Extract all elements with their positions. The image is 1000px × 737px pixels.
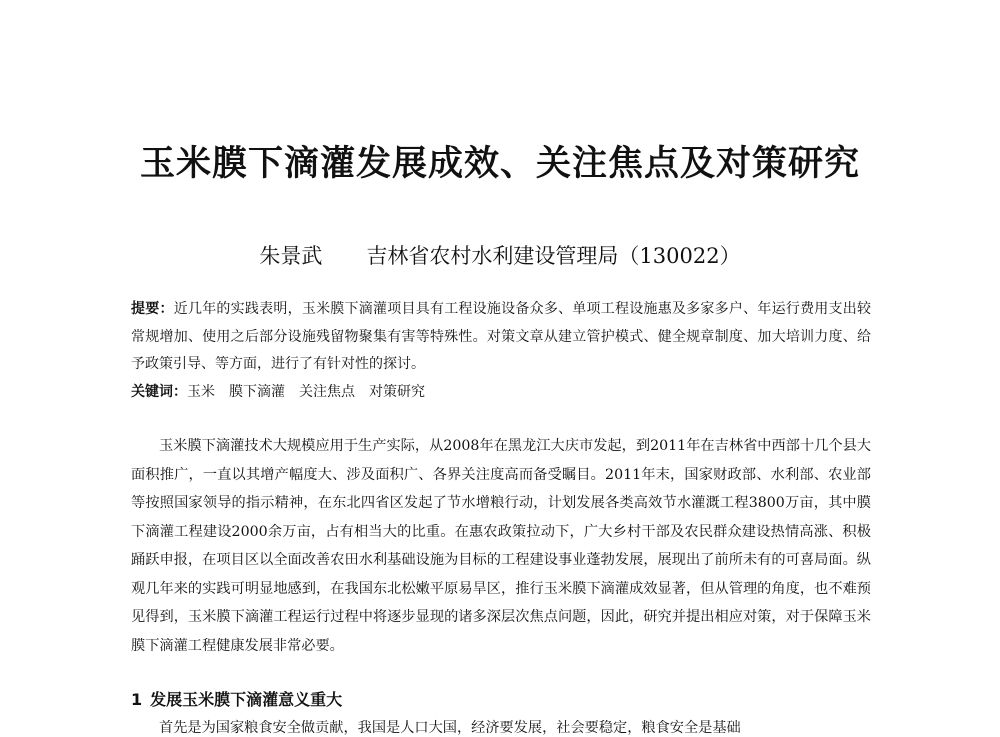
abstract-text: 近几年的实践表明，玉米膜下滴灌项目具有工程设施设备众多、单项工程设施惠及多家多户、年运行费用支出较常规增加、使用之后部分设施残留物聚集有害等特殊性。对策文章从建立管护模式、健全规章制度、加大培训力度、给予政策引导、等方面，进行了有针对性的探讨。 (131, 301, 872, 372)
author-affiliation: 吉林省农村水利建设管理局（130022） (366, 244, 741, 268)
section-heading (131, 687, 342, 710)
keyword: 关注焦点 (299, 384, 355, 400)
keywords (131, 379, 871, 407)
intro-paragraph: 玉米膜下滴灌技术大规模应用于生产实际，从2008年在黑龙江大庆市发起，到2011年在吉林省中西部十几个县大面积推广，一直以其增产幅度大、涉及面积广、各界关注度高而备受瞩目。2011年末，国家财政部、水利部、农业部等按照国家领导的指示精神，在东北四省区发起了节水增粮行动，计划发展各类高效节水灌溉工程3800万亩，其中膜下滴灌工程建设2000余万亩，占有相当大的比重。在惠农政策拉动下，广大乡村干部及农民群众建设热情高涨、积极踊跃申报，在项目区以全面改善农田水利基础设施为目标的工程建设事业蓬勃发展，展现出了前所未有的可喜局面。纵观几年来的实践可明显地感到，在我国东北松嫩平原易旱区，推行玉米膜下滴灌成效显著，但从管理的角度，也不难预见得到，玉米膜下滴灌工程运行过程中将逐步显现的诸多深层次焦点问题，因此，研究并提出相应对策，对于保障玉米膜下滴灌工程健康发展非常必要。 (131, 438, 871, 654)
keyword: 对策研究 (369, 384, 425, 400)
abstract-label: 提要： (131, 301, 174, 317)
author-name: 朱景武 (259, 244, 323, 268)
keyword: 膜下滴灌 (229, 384, 285, 400)
section-number: 1 (131, 690, 143, 709)
section-title: 发展玉米膜下滴灌意义重大 (150, 690, 343, 709)
abstract (131, 296, 871, 379)
keyword: 玉米 (187, 384, 215, 400)
paper-title: 玉米膜下滴灌发展成效、关注焦点及对策研究 (139, 144, 860, 184)
keywords-label: 关键词： (131, 384, 187, 400)
truncated-paragraph-line: 首先是为国家粮食安全做贡献，我国是人口大国，经济要发展，社会要稳定，粮食安全是基础 (159, 720, 741, 736)
byline (0, 240, 1000, 270)
